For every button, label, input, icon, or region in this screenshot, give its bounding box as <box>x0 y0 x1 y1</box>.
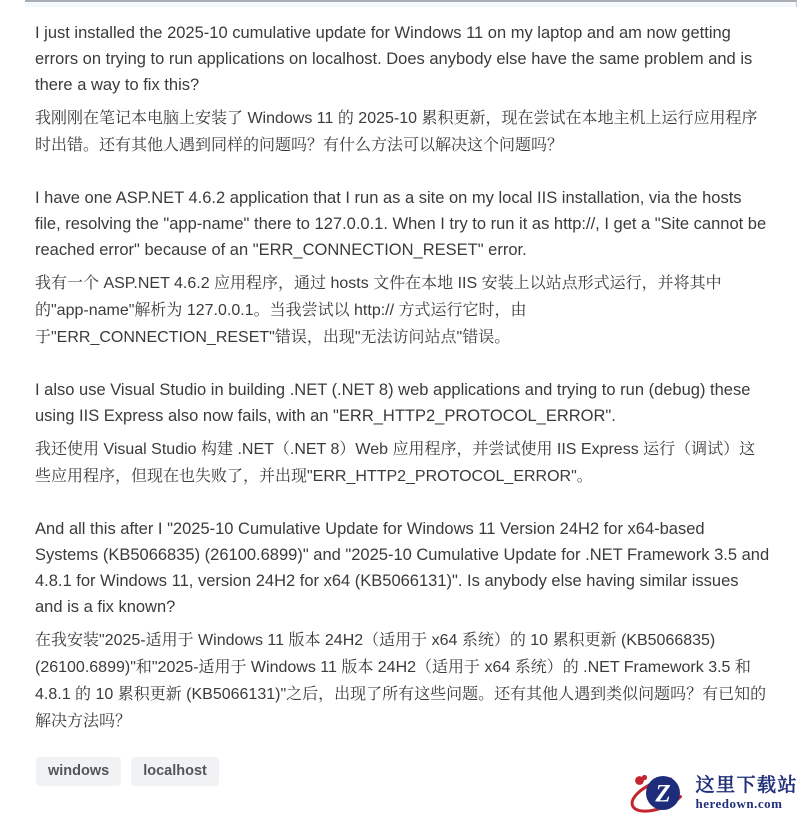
watermark-domain: heredown.com <box>695 795 783 811</box>
watermark-text <box>695 776 798 811</box>
question-paragraph-zh: 我有一个 ASP.NET 4.6.2 应用程序，通过 hosts 文件在本地 IIS 安装上以站点形式运行，并将其中的"app-name"解析为 127.0.0.1。当我尝试以 http:// 方式运行它时，由于"ERR_CONNECTION_RESET"错误，出现"无法访问站点"错误。 <box>35 275 722 346</box>
question-paragraph-zh: 我还使用 Visual Studio 构建 .NET（.NET 8）Web 应用程序，并尝试使用 IIS Express 运行（调试）这些应用程序，但现在也失败了，并出现"ERR_HTTP2_PROTOCOL_ERROR"。 <box>35 441 756 485</box>
question-paragraph-zh: 在我安装"2025-适用于 Windows 11 版本 24H2（适用于 x64 系统）的 10 累积更新 (KB5066835) (26100.6899)"和"2025-适用于 Windows 11 版本 24H2（适用于 x64 系统）的 .NET Framework 3.5 和 4.8.1 的 10 累积更新 (KB5066131)"之后，出现了所有这些问题。还有其他人遇到类似问题吗？有已知的解决方法吗？ <box>35 632 767 730</box>
tag-windows[interactable]: windows <box>36 757 121 786</box>
question-paragraph-en: I have one ASP.NET 4.6.2 application that I run as a site on my local IIS installation, via the hosts file, resolving the "app-name" there to 127.0.0.1. When I try to run it as http://, I get a "Site cannot be reached error" because of an "ERR_CONNECTION_RESET" error. <box>35 189 767 259</box>
paragraph-pair-visualstudio <box>35 377 770 490</box>
question-paragraph-en: I also use Visual Studio in building .NET (.NET 8) web applications and trying to run (debug) these using IIS Express also now fails, with an "ERR_HTTP2_PROTOCOL_ERROR". <box>35 381 751 425</box>
heredown-logo-icon <box>628 767 692 819</box>
question-paragraph-en: And all this after I "2025-10 Cumulative Update for Windows 11 Version 24H2 for x64-based Systems (KB5066835) (26100.6899)" and "2025-10 Cumulative Update for .NET Framework 3.5 and 4.8.1 for Windows 11, version 24H2 for x64 (KB5066131)". Is anybody else having similar issues and is a fix known? <box>35 520 770 616</box>
paragraph-pair-aspnet <box>35 185 770 351</box>
swoosh-head-tip <box>642 775 647 780</box>
paragraph-pair-intro <box>35 20 770 159</box>
watermark-site-name: 这里下载站 <box>695 774 798 796</box>
paragraph-pair-updates <box>35 516 770 735</box>
question-paragraph-en: I just installed the 2025-10 cumulative update for Windows 11 on my laptop and am now getting errors on trying to run applications on localhost. Does anybody else have the same problem and is there a way to fix this? <box>35 24 753 94</box>
site-watermark <box>628 767 798 819</box>
logo-letter: Z <box>655 780 672 808</box>
question-paragraph-zh: 我刚刚在笔记本电脑上安装了 Windows 11 的 2025-10 累积更新，现在尝试在本地主机上运行应用程序时出错。还有其他人遇到同样的问题吗？有什么方法可以解决这个问题吗？ <box>35 110 758 154</box>
question-body <box>35 20 770 735</box>
tag-localhost[interactable]: localhost <box>131 757 219 786</box>
tag-list <box>36 757 219 786</box>
cropped-banner-edge <box>25 0 797 7</box>
